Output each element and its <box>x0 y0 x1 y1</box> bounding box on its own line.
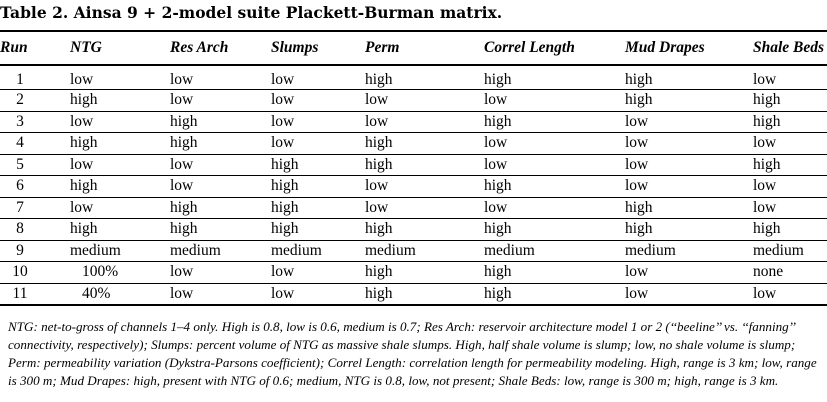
cell-slumps: low <box>271 111 365 133</box>
cell-ntg: low <box>70 111 170 133</box>
cell-slumps: high <box>271 197 365 219</box>
table-row <box>0 197 827 219</box>
header-run: Run <box>0 31 70 65</box>
table-row <box>0 219 827 241</box>
cell-mud-drapes: high <box>625 219 753 241</box>
cell-run: 3 <box>0 111 70 133</box>
table-row <box>0 65 827 90</box>
cell-mud-drapes: low <box>625 283 753 305</box>
cell-slumps: high <box>271 176 365 198</box>
cell-mud-drapes: low <box>625 262 753 284</box>
cell-correl-length: high <box>484 176 625 198</box>
cell-slumps: low <box>271 283 365 305</box>
cell-run: 4 <box>0 133 70 155</box>
table-row <box>0 283 827 305</box>
cell-perm: low <box>365 176 484 198</box>
cell-res-arch: high <box>170 111 271 133</box>
cell-perm: high <box>365 154 484 176</box>
cell-correl-length: low <box>484 90 625 112</box>
cell-run: 8 <box>0 219 70 241</box>
cell-ntg: high <box>70 176 170 198</box>
table-row <box>0 240 827 262</box>
header-shale-beds: Shale Beds <box>753 31 827 65</box>
cell-correl-length: high <box>484 219 625 241</box>
cell-res-arch: high <box>170 133 271 155</box>
cell-perm: high <box>365 65 484 90</box>
cell-ntg: low <box>70 197 170 219</box>
cell-run: 2 <box>0 90 70 112</box>
table-row <box>0 176 827 198</box>
table-row <box>0 133 827 155</box>
header-correl-length: Correl Length <box>484 31 625 65</box>
cell-run: 11 <box>0 283 70 305</box>
table-row <box>0 90 827 112</box>
cell-correl-length: low <box>484 197 625 219</box>
cell-correl-length: low <box>484 133 625 155</box>
cell-mud-drapes: high <box>625 65 753 90</box>
cell-slumps: low <box>271 65 365 90</box>
cell-res-arch: low <box>170 176 271 198</box>
cell-shale-beds: medium <box>753 240 827 262</box>
cell-shale-beds: low <box>753 176 827 198</box>
cell-res-arch: medium <box>170 240 271 262</box>
cell-shale-beds: high <box>753 219 827 241</box>
cell-run: 5 <box>0 154 70 176</box>
cell-slumps: high <box>271 154 365 176</box>
cell-perm: medium <box>365 240 484 262</box>
cell-perm: low <box>365 111 484 133</box>
cell-correl-length: high <box>484 262 625 284</box>
cell-correl-length: medium <box>484 240 625 262</box>
cell-mud-drapes: medium <box>625 240 753 262</box>
cell-res-arch: low <box>170 90 271 112</box>
cell-ntg: medium <box>70 240 170 262</box>
cell-mud-drapes: high <box>625 197 753 219</box>
cell-slumps: low <box>271 90 365 112</box>
header-perm: Perm <box>365 31 484 65</box>
table-row <box>0 262 827 284</box>
cell-slumps: medium <box>271 240 365 262</box>
cell-mud-drapes: low <box>625 133 753 155</box>
cell-slumps: high <box>271 219 365 241</box>
cell-perm: high <box>365 262 484 284</box>
cell-correl-length: low <box>484 154 625 176</box>
cell-run: 9 <box>0 240 70 262</box>
cell-res-arch: low <box>170 154 271 176</box>
cell-correl-length: high <box>484 65 625 90</box>
cell-perm: high <box>365 133 484 155</box>
cell-perm: low <box>365 90 484 112</box>
cell-shale-beds: low <box>753 283 827 305</box>
cell-mud-drapes: low <box>625 176 753 198</box>
cell-shale-beds: high <box>753 154 827 176</box>
cell-res-arch: low <box>170 283 271 305</box>
header-mud-drapes: Mud Drapes <box>625 31 753 65</box>
cell-ntg: low <box>70 65 170 90</box>
cell-shale-beds: high <box>753 90 827 112</box>
table-header-row <box>0 31 827 65</box>
cell-res-arch: low <box>170 65 271 90</box>
table-caption: Table 2. Ainsa 9 + 2-model suite Plackett-Burman matrix. <box>0 3 503 22</box>
cell-ntg: 100% <box>70 262 170 284</box>
cell-perm: low <box>365 197 484 219</box>
cell-ntg: high <box>70 90 170 112</box>
cell-run: 7 <box>0 197 70 219</box>
plackett-burman-table <box>0 30 827 306</box>
cell-run: 10 <box>0 262 70 284</box>
cell-ntg: 40% <box>70 283 170 305</box>
cell-mud-drapes: high <box>625 90 753 112</box>
cell-mud-drapes: low <box>625 111 753 133</box>
cell-run: 1 <box>0 65 70 90</box>
cell-shale-beds: low <box>753 197 827 219</box>
cell-slumps: low <box>271 262 365 284</box>
cell-res-arch: low <box>170 262 271 284</box>
cell-shale-beds: low <box>753 65 827 90</box>
table-footnote: NTG: net-to-gross of channels 1–4 only. High is 0.8, low is 0.6, medium is 0.7; Res Arch: reservoir architecture model 1 or 2 (‘‘beeline’’ vs. ‘‘fanning’’ connectivity, respectively); Slumps: percent volume of NTG as massive shale slumps. High, half shale volume is slump; low, no shale volume is slump; Perm: permeability variation (Dykstra-Parsons coefficient); Correl Length: correlation length for permeability modeling. High, range is 3 km; low, range is 300 m; Mud Drapes: high, present with NTG of 0.6; medium, NTG is 0.8, low, not present; Shale Beds: low, range is 300 m; high, range is 3 km. <box>8 319 817 388</box>
cell-correl-length: high <box>484 283 625 305</box>
table-row <box>0 154 827 176</box>
cell-slumps: low <box>271 133 365 155</box>
cell-ntg: low <box>70 154 170 176</box>
cell-mud-drapes: low <box>625 154 753 176</box>
cell-ntg: high <box>70 219 170 241</box>
header-ntg: NTG <box>70 31 170 65</box>
cell-perm: high <box>365 283 484 305</box>
cell-shale-beds: none <box>753 262 827 284</box>
header-res-arch: Res Arch <box>170 31 271 65</box>
cell-run: 6 <box>0 176 70 198</box>
cell-perm: high <box>365 219 484 241</box>
cell-shale-beds: high <box>753 111 827 133</box>
table-body <box>0 65 827 305</box>
cell-shale-beds: low <box>753 133 827 155</box>
table-row <box>0 111 827 133</box>
cell-ntg: high <box>70 133 170 155</box>
cell-res-arch: high <box>170 197 271 219</box>
header-slumps: Slumps <box>271 31 365 65</box>
cell-res-arch: high <box>170 219 271 241</box>
cell-correl-length: high <box>484 111 625 133</box>
